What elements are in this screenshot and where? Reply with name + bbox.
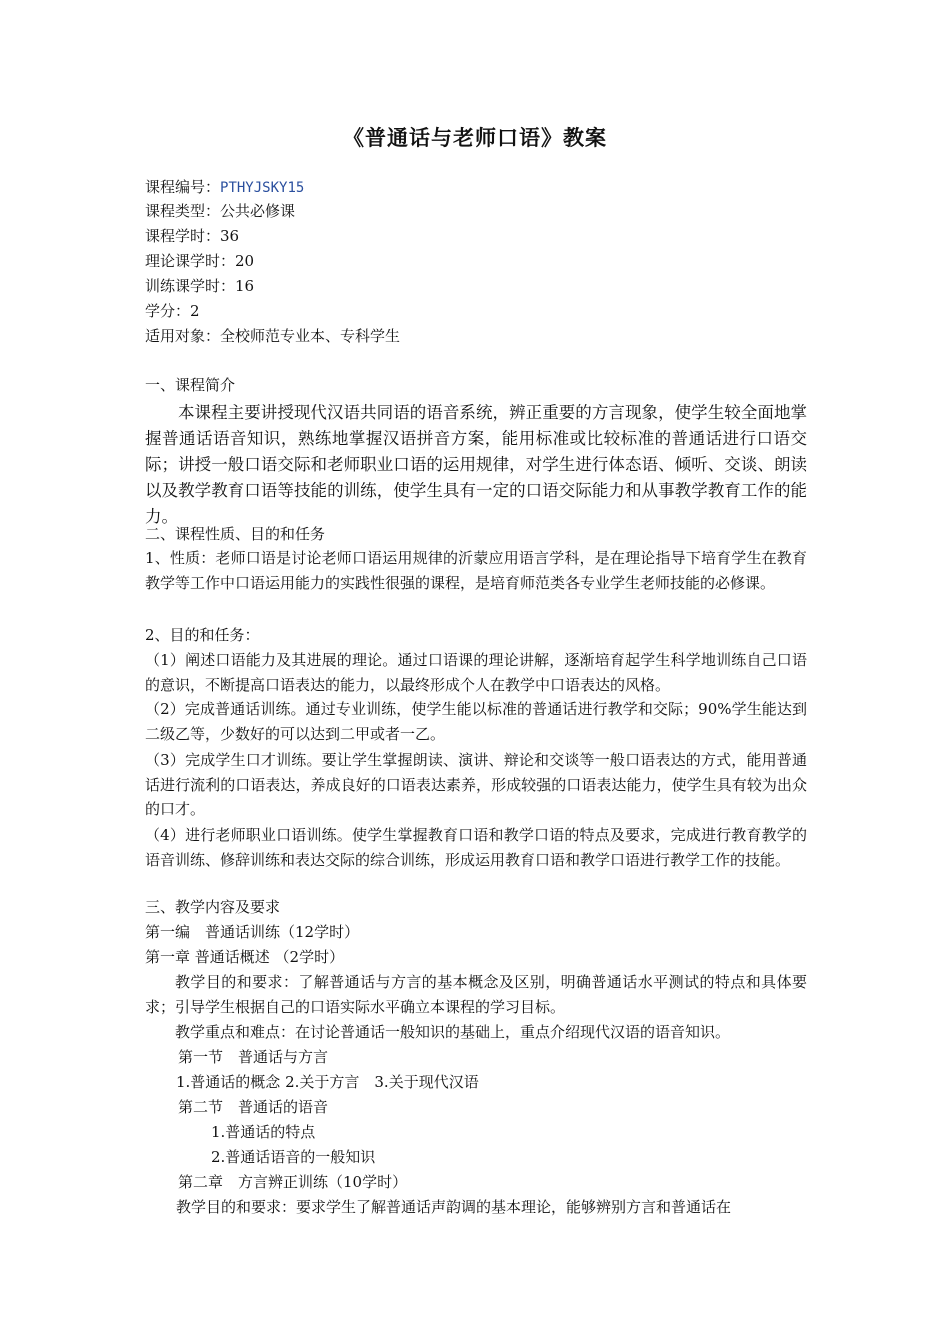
course-hours-line: 课程学时：36 bbox=[145, 227, 240, 245]
section-2-item-2: 2.普通话语音的一般知识 bbox=[211, 1148, 376, 1166]
practice-hours-line: 训练课学时：16 bbox=[145, 277, 255, 295]
audience-line: 适用对象：全校师范专业本、专科学生 bbox=[145, 327, 401, 345]
section-2-heading: 二、课程性质、目的和任务 bbox=[145, 525, 326, 543]
chapter-1-goal: 教学目的和要求：了解普通话与方言的基本概念及区别，明确普通话水平测试的特点和具体要求；引导学生根据自己的口语实际水平确立本课程的学习目标。 bbox=[145, 973, 807, 1016]
credit-line: 学分：2 bbox=[145, 302, 200, 320]
document-title: 《普通话与老师口语》教案 bbox=[343, 125, 607, 150]
course-code-value: PTHYJSKY15 bbox=[220, 180, 305, 196]
section-2-title: 第二节 普通话的语音 bbox=[178, 1098, 329, 1116]
section-1-items: 1.普通话的概念 2.关于方言 3.关于现代汉语 bbox=[176, 1073, 479, 1091]
theory-hours-line: 理论课学时：20 bbox=[145, 252, 255, 270]
chapter-2-heading: 第二章 方言辨正训练（10学时） bbox=[178, 1173, 408, 1191]
section-1-title: 第一节 普通话与方言 bbox=[178, 1048, 329, 1066]
section-1-body: 本课程主要讲授现代汉语共同语的语音系统，辨正重要的方言现象，使学生较全面地掌握普通话语音知识，熟练地掌握汉语拼音方案，能用标准或比较标准的普通话进行口语交际；讲授一般口语交际和老师职业口语的运用规律，对学生进行体态语、倾听、交谈、朗读以及教学教育口语等技能的训练，使学生具有一定的口语交际能力和从事教学教育工作的能力。 bbox=[145, 403, 807, 526]
section-1-heading: 一、课程简介 bbox=[145, 376, 236, 394]
chapter-2-goal: 教学目的和要求：要求学生了解普通话声韵调的基本理论，能够辨别方言和普通话在 bbox=[176, 1198, 732, 1216]
goal-2-paragraph: （2）完成普通话训练。通过专业训练，使学生能以标准的普通话进行教学和交际；90%学生能达到二级乙等，少数好的可以达到二甲或者一乙。 bbox=[145, 700, 807, 743]
chapter-1-key-points: 教学重点和难点：在讨论普通话一般知识的基础上，重点介绍现代汉语的语音知识。 bbox=[175, 1023, 731, 1041]
nature-paragraph: 1、性质：老师口语是讨论老师口语运用规律的沂蒙应用语言学科，是在理论指导下培育学生在教育教学等工作中口语运用能力的实践性很强的课程，是培育师范类各专业学生老师技能的必修课。 bbox=[145, 549, 807, 592]
part-1-heading: 第一编 普通话训练（12学时） bbox=[145, 923, 360, 941]
goal-3-paragraph: （3）完成学生口才训练。要让学生掌握朗读、演讲、辩论和交谈等一般口语表达的方式，能用普通话进行流利的口语表达，养成良好的口语表达素养，形成较强的口语表达能力，使学生具有较为出众的口才。 bbox=[145, 751, 807, 819]
goal-4-paragraph: （4）进行老师职业口语训练。使学生掌握教育口语和教学口语的特点及要求，完成进行教育教学的语音训练、修辞训练和表达交际的综合训练，形成运用教育口语和教学口语进行教学工作的技能。 bbox=[145, 826, 807, 869]
goals-heading: 2、目的和任务： bbox=[145, 626, 260, 644]
chapter-1-heading: 第一章 普通话概述 （2学时） bbox=[145, 948, 345, 966]
section-3-heading: 三、教学内容及要求 bbox=[145, 898, 281, 916]
course-code-line bbox=[145, 177, 304, 198]
section-2-item-1: 1.普通话的特点 bbox=[211, 1123, 316, 1141]
course-type-line: 课程类型：公共必修课 bbox=[145, 202, 296, 220]
goal-1-paragraph: （1）阐述口语能力及其进展的理论。通过口语课的理论讲解，逐渐培育起学生科学地训练自己口语的意识，不断提高口语表达的能力，以最终形成个人在教学中口语表达的风格。 bbox=[145, 651, 807, 694]
course-code-label: 课程编号： bbox=[145, 178, 221, 196]
